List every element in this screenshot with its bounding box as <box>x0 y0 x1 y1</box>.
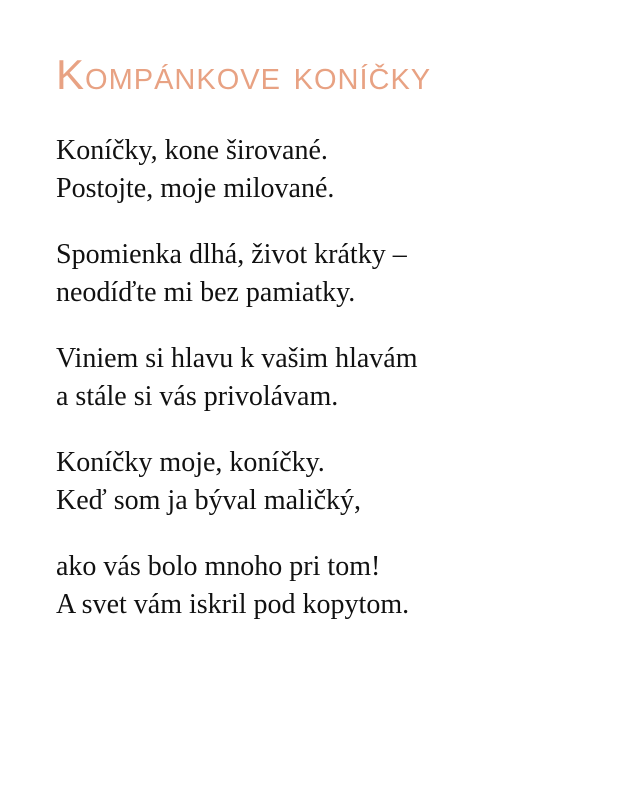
poem-body <box>56 132 616 652</box>
poem-line: Koníčky, kone širované. <box>56 135 328 166</box>
poem-line: Viniem si hlavu k vašim hlavám <box>56 343 418 374</box>
poem-line: A svet vám iskril pod kopytom. <box>56 589 410 620</box>
stanza-4 <box>56 444 616 520</box>
poem-line: ako vás bolo mnoho pri tom! <box>56 551 381 582</box>
poem-title: Kompánkove koníčky <box>56 51 432 98</box>
stanza-5 <box>56 548 616 624</box>
poem-line: neodíďte mi bez pamiatky. <box>56 277 356 308</box>
poem-line: Spomienka dlhá, život krátky – <box>56 239 407 270</box>
poem-line: Koníčky moje, koníčky. <box>56 447 325 478</box>
poem-line: Keď som ja býval maličký, <box>56 485 362 516</box>
stanza-2 <box>56 236 616 312</box>
poem-line: a stále si vás privolávam. <box>56 381 339 412</box>
stanza-3 <box>56 340 616 416</box>
poem-line: Postojte, moje milované. <box>56 173 335 204</box>
stanza-1 <box>56 132 616 208</box>
